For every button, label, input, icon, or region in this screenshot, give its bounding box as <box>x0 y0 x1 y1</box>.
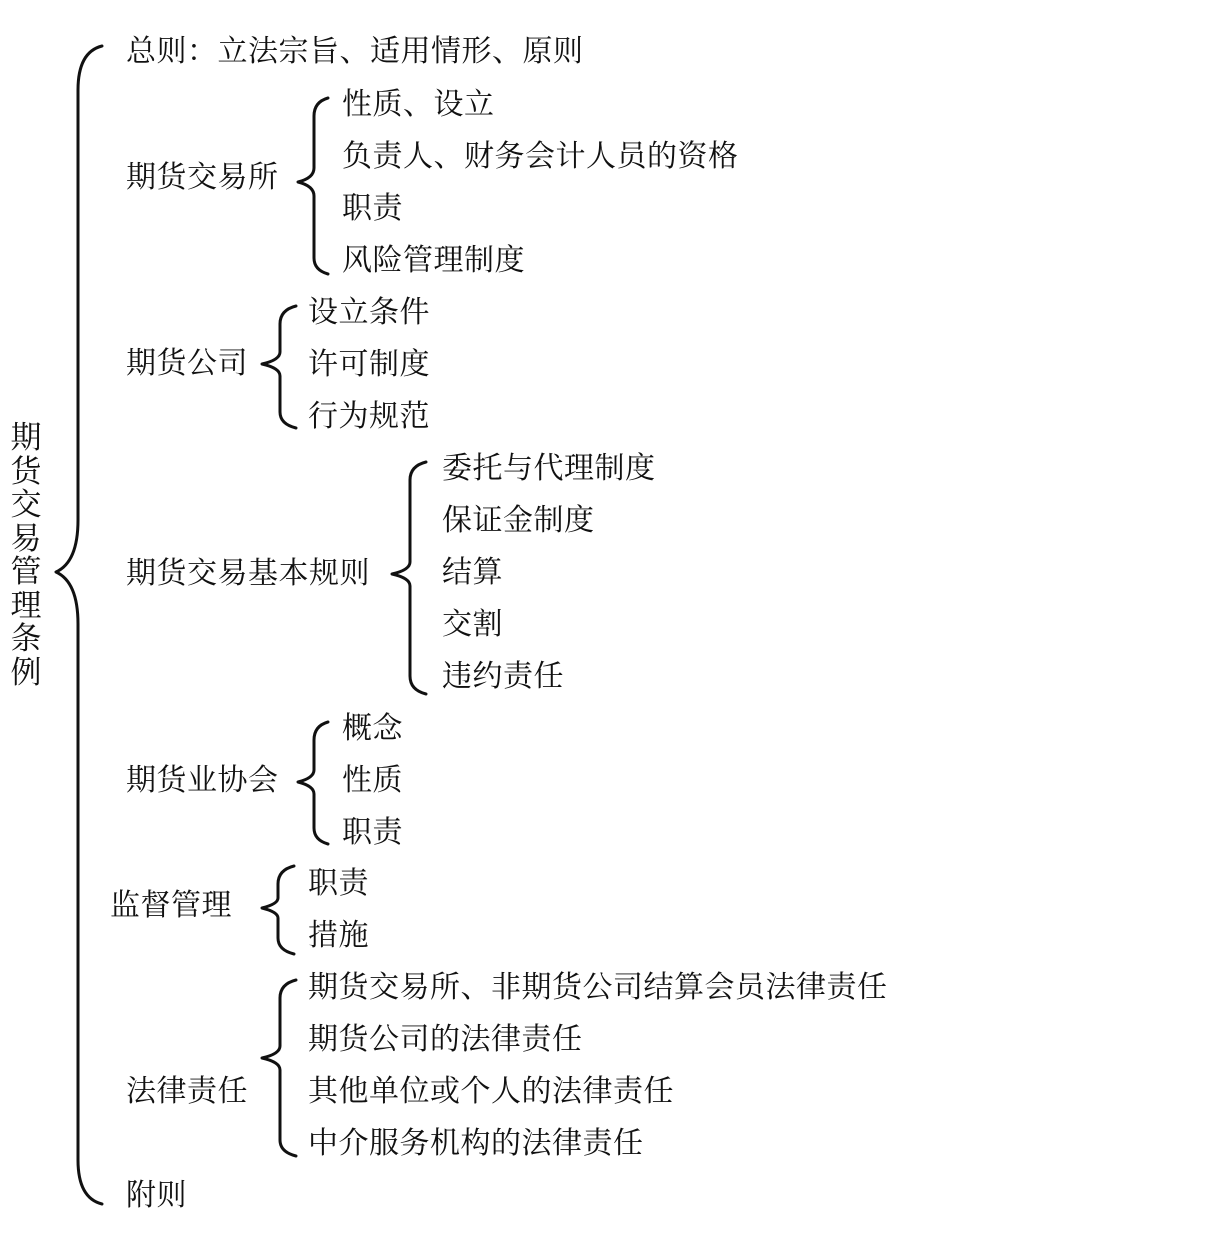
rules-item: 违约责任 <box>442 659 564 694</box>
association-brace <box>298 722 328 844</box>
exchange-label: 期货交易所 <box>126 160 279 195</box>
association-item: 概念 <box>342 711 403 746</box>
root-title: 期货交易管理条例 <box>10 420 42 691</box>
supervision-label: 监督管理 <box>110 888 232 923</box>
association-item: 性质 <box>342 763 403 798</box>
supervision-item: 措施 <box>308 918 369 953</box>
liability-brace <box>262 980 296 1156</box>
exchange-item: 风险管理制度 <box>342 243 525 278</box>
association-label: 期货业协会 <box>126 763 279 798</box>
exchange-brace <box>298 98 328 274</box>
rules-item: 交割 <box>442 607 503 642</box>
liability-item: 期货交易所、非期货公司结算会员法律责任 <box>308 970 888 1005</box>
rules-item: 结算 <box>442 555 503 590</box>
exchange-item: 性质、设立 <box>342 87 495 122</box>
main-brace <box>56 46 102 1204</box>
general-provisions: 总则：立法宗旨、适用情形、原则 <box>126 34 584 69</box>
exchange-item: 负责人、财务会计人员的资格 <box>342 139 739 174</box>
company-item: 行为规范 <box>308 399 430 434</box>
association-item: 职责 <box>342 815 403 850</box>
rules-item: 委托与代理制度 <box>442 451 656 486</box>
company-item: 设立条件 <box>308 295 430 330</box>
rules-label: 期货交易基本规则 <box>126 556 370 591</box>
supplementary-provisions: 附则 <box>126 1178 187 1213</box>
company-label: 期货公司 <box>126 346 248 381</box>
rules-item: 保证金制度 <box>442 503 595 538</box>
exchange-item: 职责 <box>342 191 403 226</box>
company-item: 许可制度 <box>308 347 430 382</box>
supervision-brace <box>262 866 294 954</box>
company-brace <box>262 306 296 428</box>
rules-brace <box>392 462 426 694</box>
liability-item: 期货公司的法律责任 <box>308 1022 583 1057</box>
liability-item: 中介服务机构的法律责任 <box>308 1126 644 1161</box>
liability-item: 其他单位或个人的法律责任 <box>308 1074 674 1109</box>
liability-label: 法律责任 <box>126 1074 248 1109</box>
supervision-item: 职责 <box>308 866 369 901</box>
